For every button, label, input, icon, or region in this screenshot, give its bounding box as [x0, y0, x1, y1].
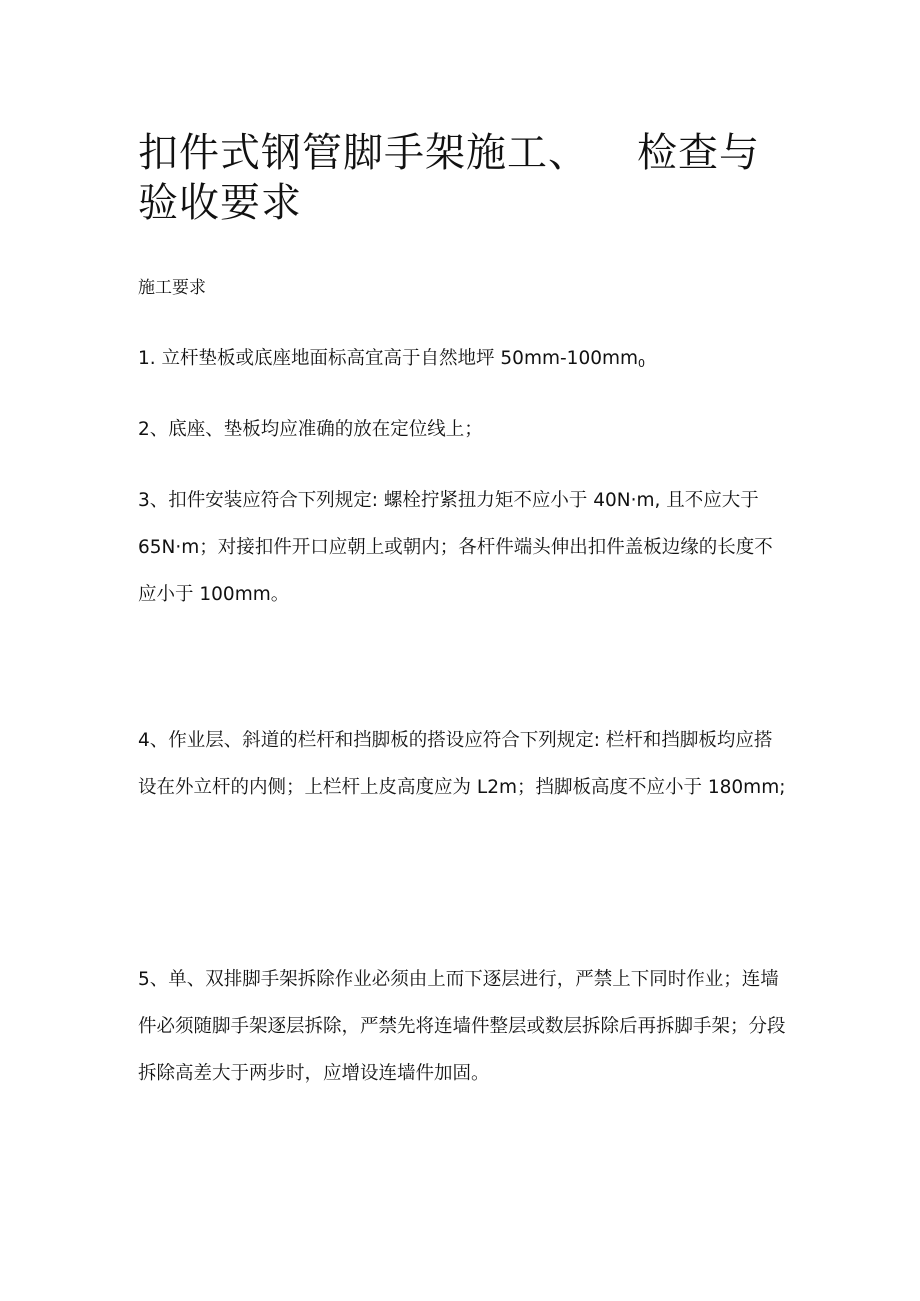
title-part-2: 检查与验收要求	[138, 130, 760, 226]
paragraph-2: 2、底座、垫板均应准确的放在定位线上；	[138, 419, 483, 440]
paragraph-1-subscript: 0	[638, 357, 646, 370]
paragraph-4: 4、作业层、斜道的栏杆和挡脚板的搭设应符合下列规定: 栏杆和挡脚板均应搭设在外立杆的内侧；上栏杆上皮高度应为 L2m；挡脚板高度不应小于 180mm;	[138, 730, 786, 798]
paragraph-1-text: 1. 立杆垫板或底座地面标高宜高于自然地坪 50mm-100mm	[138, 348, 639, 369]
paragraph-1	[138, 335, 788, 387]
paragraph-3: 3、扣件安装应符合下列规定: 螺栓拧紧扭力矩不应小于 40N·m, 且不应大于 65N·m；对接扣件开口应朝上或朝内；各杆件端头伸出扣件盖板边缘的长度不应小于 100mm。	[138, 490, 773, 605]
paragraph-5: 5、单、双排脚手架拆除作业必须由上而下逐层进行，严禁上下同时作业；连墙件必须随脚手架逐层拆除，严禁先将连墙件整层或数层拆除后再拆脚手架；分段拆除高差大于两步时，应增设连墙件加固。	[138, 969, 786, 1084]
document-title	[138, 128, 798, 228]
section-heading: 施工要求	[138, 278, 206, 298]
title-part-1: 扣件式钢管脚手架施工、	[138, 130, 589, 176]
